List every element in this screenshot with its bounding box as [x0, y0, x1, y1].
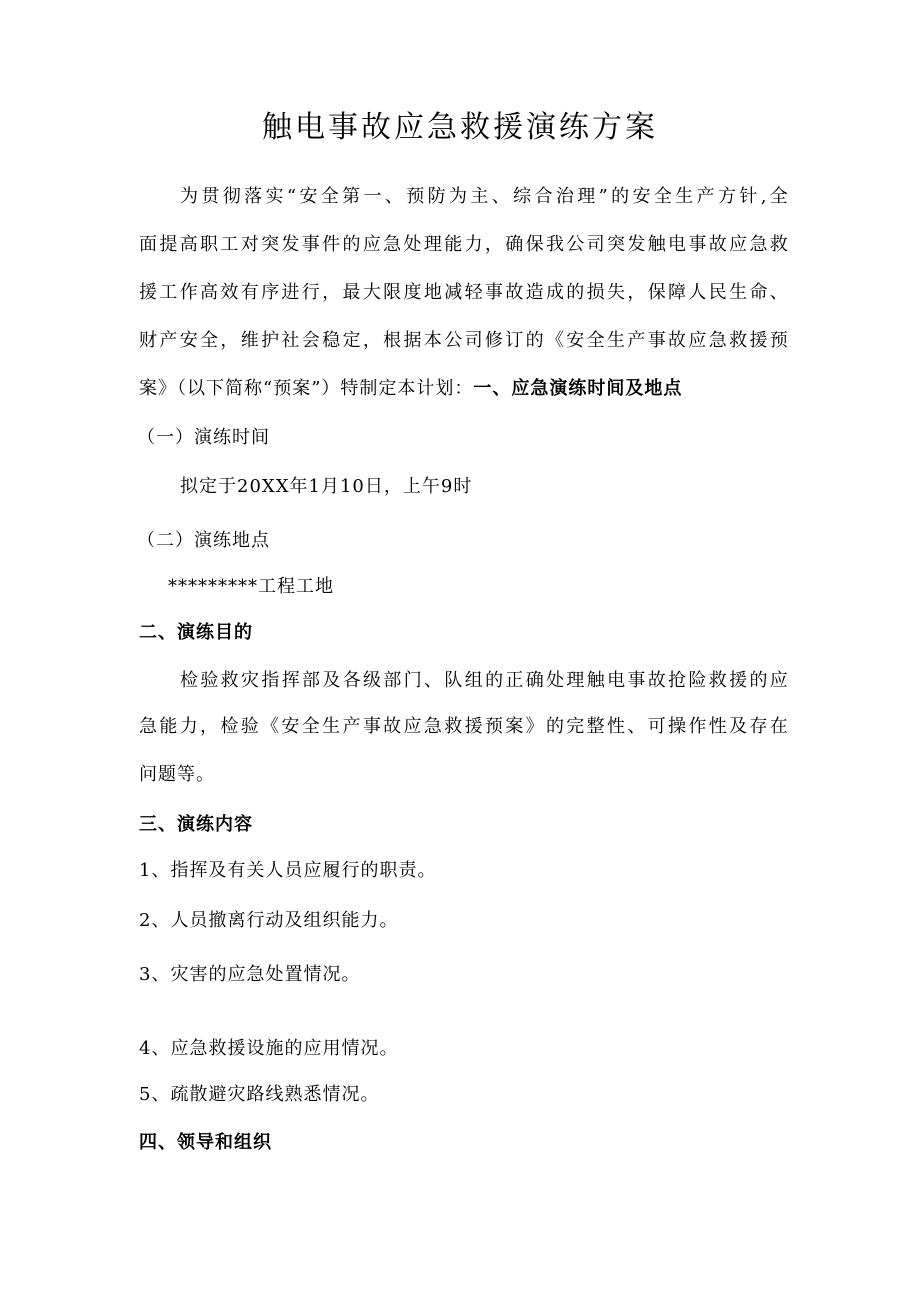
- intro-last-line-text: 案》（以下简称“预案”）特制定本计划：: [139, 378, 474, 399]
- intro-line-2: 面提高职工对突发事件的应急处理能力，确保我公司突发触电事故应急救: [139, 234, 789, 255]
- sub1-label: （一）演练时间: [137, 427, 270, 448]
- section1-heading: 一、应急演练时间及地点: [473, 378, 683, 399]
- drill-location: *********工程工地: [168, 576, 334, 597]
- intro-line-4: 财产安全，维护社会稳定，根据本公司修订的《安全生产事故应急救援预: [139, 330, 789, 351]
- section2-heading: 二、演练目的: [139, 622, 253, 643]
- drill-time: 拟定于20XX年1月10日，上午9时: [180, 476, 473, 497]
- intro-line-1: 为贯彻落实“安全第一、预防为主、综合治理”的安全生产方针,全: [180, 186, 789, 207]
- content-item-4: 4、应急救援设施的应用情况。: [139, 1038, 399, 1059]
- intro-line-3: 援工作高效有序进行，最大限度地减轻事故造成的损失，保障人民生命、: [139, 282, 789, 303]
- content-item-3: 3、灾害的应急处置情况。: [139, 964, 361, 985]
- purpose-line-3: 问题等。: [139, 764, 215, 785]
- content-item-2: 2、人员撤离行动及组织能力。: [139, 910, 399, 931]
- intro-line-5: [139, 376, 682, 402]
- content-item-5: 5、疏散避灾路线熟悉情况。: [139, 1084, 380, 1105]
- purpose-line-1: 检验救灾指挥部及各级部门、队组的正确处理触电事故抢险救援的应: [180, 670, 789, 691]
- sub2-label: （二）演练地点: [137, 530, 270, 551]
- section4-heading: 四、领导和组织: [139, 1132, 272, 1153]
- section3-heading: 三、演练内容: [139, 814, 253, 835]
- content-item-1: 1、指挥及有关人员应履行的职责。: [139, 860, 437, 881]
- purpose-line-2: 急能力，检验《安全生产事故应急救援预案》的完整性、可操作性及存在: [139, 716, 789, 737]
- document-title: 触电事故应急救援演练方案: [262, 110, 658, 145]
